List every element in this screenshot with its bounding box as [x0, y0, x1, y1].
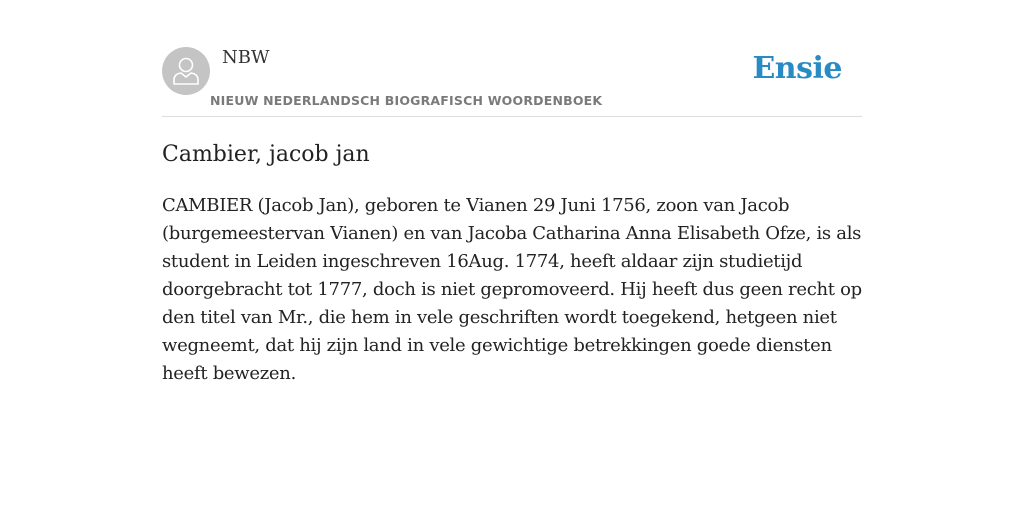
article-title: Cambier, jacob jan	[162, 142, 370, 167]
source-full-name: NIEUW NEDERLANDSCH BIOGRAFISCH WOORDENBOEK	[210, 93, 603, 108]
brand-logo[interactable]: Ensie	[752, 51, 842, 86]
source-name[interactable]: NBW	[222, 47, 270, 68]
article-body: CAMBIER (Jacob Jan), geboren te Vianen 29 Juni 1756, zoon van Jacob (burgemeestervan Vianen) en van Jacoba Catharina Anna Elisabeth Ofze, is als student in Leiden ingeschreven 16Aug. 1774, heeft aldaar zijn studietijd doorgebracht tot 1777, doch is niet gepromoveerd. Hij heeft dus geen recht op den titel van Mr., die hem in vele geschriften wordt toegekend, hetgeen niet wegneemt, dat hij zijn land in vele gewichtige betrekkingen goede diensten heeft bewezen.	[162, 195, 862, 384]
source-header	[162, 40, 862, 117]
avatar[interactable]	[162, 47, 210, 95]
